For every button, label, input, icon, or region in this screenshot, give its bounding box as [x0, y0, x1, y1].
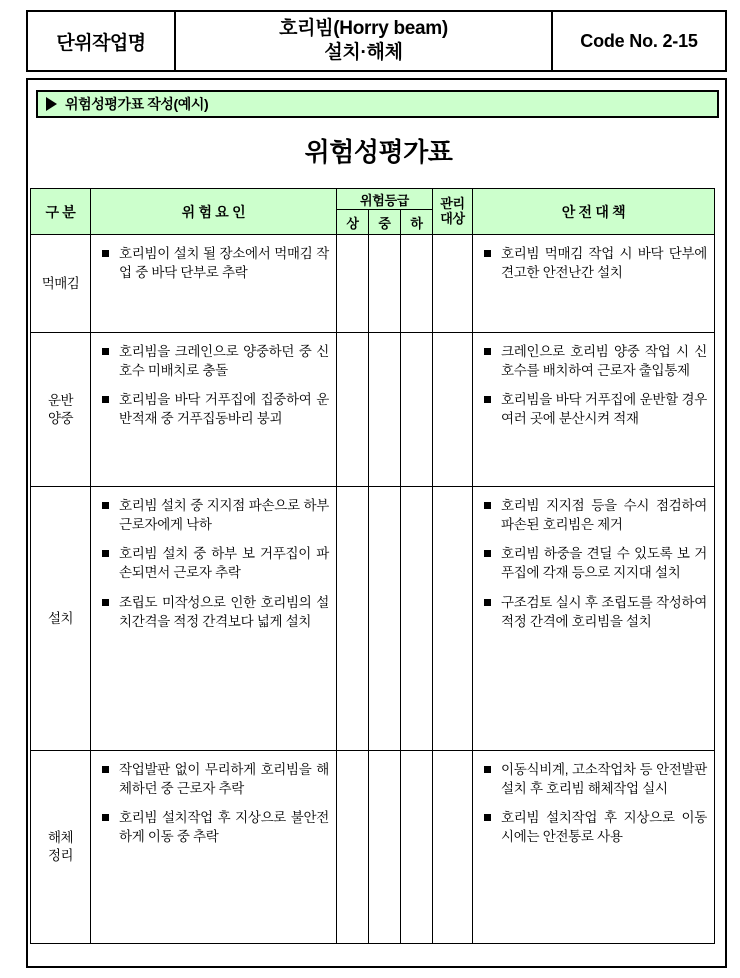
risk-assessment-table	[30, 188, 715, 944]
cell-safety-measures	[473, 333, 715, 487]
col-header-risk-grade: 위험등급	[337, 189, 433, 210]
hazard-item: 조립도 미작성으로 인한 호리빔의 설치간격을 적정 간격보다 넓게 설치	[100, 593, 329, 631]
cell-grade-low[interactable]	[401, 487, 433, 751]
table-body	[31, 235, 715, 944]
cell-grade-high[interactable]	[337, 333, 369, 487]
col-header-grade-mid: 중	[369, 210, 401, 235]
cell-grade-high[interactable]	[337, 751, 369, 944]
hazard-item: 호리빔 설치 중 지지점 파손으로 하부 근로자에게 낙하	[100, 496, 329, 534]
document-header-bar	[26, 10, 727, 72]
cell-grade-low[interactable]	[401, 235, 433, 333]
triangle-right-icon	[46, 97, 57, 111]
management-target-line1: 관리	[440, 196, 465, 212]
category-line: 운반	[47, 392, 74, 408]
table-header	[31, 189, 715, 235]
hazard-list	[91, 235, 336, 291]
cell-management-target[interactable]	[433, 333, 473, 487]
measure-item: 호리빔 하중을 견딜 수 있도록 보 거푸집에 각재 등으로 지지대 설치	[482, 544, 707, 582]
table-row	[31, 487, 715, 751]
cell-safety-measures	[473, 235, 715, 333]
cell-category	[31, 487, 91, 751]
category-line: 먹매김	[41, 275, 80, 291]
cell-category	[31, 333, 91, 487]
cell-grade-mid[interactable]	[369, 333, 401, 487]
unit-work-label: 단위작업명	[28, 12, 176, 70]
hazard-item: 호리빔이 설치 될 장소에서 먹매김 작업 중 바닥 단부로 추락	[100, 244, 329, 282]
hazard-item: 호리빔을 크레인으로 양중하던 중 신호수 미배치로 충돌	[100, 342, 329, 380]
category-line: 설치	[47, 610, 74, 626]
cell-safety-measures	[473, 751, 715, 944]
measure-list	[473, 751, 714, 856]
work-name-cell	[176, 12, 553, 70]
work-name-line2: 설치·해체	[324, 42, 403, 63]
hazard-list	[91, 487, 336, 640]
cell-grade-mid[interactable]	[369, 235, 401, 333]
col-header-hazard: 위 험 요 인	[91, 189, 337, 235]
cell-grade-mid[interactable]	[369, 487, 401, 751]
hazard-list	[91, 751, 336, 856]
col-header-grade-high: 상	[337, 210, 369, 235]
col-header-category: 구 분	[31, 189, 91, 235]
table-row	[31, 751, 715, 944]
cell-grade-low[interactable]	[401, 751, 433, 944]
cell-grade-high[interactable]	[337, 487, 369, 751]
hazard-list	[91, 333, 336, 438]
cell-hazards	[91, 235, 337, 333]
cell-grade-high[interactable]	[337, 235, 369, 333]
measure-item: 호리빔 먹매김 작업 시 바닥 단부에 견고한 안전난간 설치	[482, 244, 707, 282]
table-row	[31, 235, 715, 333]
section-banner	[36, 90, 719, 118]
measure-list	[473, 333, 714, 438]
cell-grade-low[interactable]	[401, 333, 433, 487]
cell-safety-measures	[473, 487, 715, 751]
col-header-management-target	[433, 189, 473, 235]
cell-hazards	[91, 487, 337, 751]
code-number-label: Code No. 2-15	[580, 30, 698, 51]
cell-grade-mid[interactable]	[369, 751, 401, 944]
management-target-line2: 대상	[440, 210, 465, 226]
page-title: 위험성평가표	[304, 137, 453, 167]
cell-management-target[interactable]	[433, 235, 473, 333]
category-line: 해체	[47, 830, 74, 846]
measure-list	[473, 487, 714, 640]
hazard-item: 작업발판 없이 무리하게 호리빔을 해체하던 중 근로자 추락	[100, 760, 329, 798]
cell-hazards	[91, 751, 337, 944]
cell-hazards	[91, 333, 337, 487]
col-header-safety-measures: 안 전 대 책	[473, 189, 715, 235]
hazard-item: 호리빔 설치 중 하부 보 거푸집이 파손되면서 근로자 추락	[100, 544, 329, 582]
measure-item: 구조검토 실시 후 조립도를 작성하여 적정 간격에 호리빔을 설치	[482, 593, 707, 631]
cell-management-target[interactable]	[433, 487, 473, 751]
measure-item: 이동식비계, 고소작업차 등 안전발판 설치 후 호리빔 해체작업 실시	[482, 760, 707, 798]
measure-list	[473, 235, 714, 291]
cell-management-target[interactable]	[433, 751, 473, 944]
category-line: 양중	[47, 410, 74, 426]
col-header-grade-low: 하	[401, 210, 433, 235]
category-line: 정리	[47, 848, 74, 863]
hazard-item: 호리빔 설치작업 후 지상으로 불안전하게 이동 중 추락	[100, 808, 329, 846]
measure-item: 호리빔 설치작업 후 지상으로 이동 시에는 안전통로 사용	[482, 808, 707, 846]
section-banner-label: 위험성평가표 작성(예시)	[65, 96, 209, 112]
cell-category	[31, 751, 91, 944]
work-name-line1: 호리빔(Horry beam)	[279, 18, 448, 40]
cell-category	[31, 235, 91, 333]
table-row	[31, 333, 715, 487]
measure-item: 호리빔을 바닥 거푸집에 운반할 경우 여러 곳에 분산시켜 적재	[482, 390, 707, 428]
hazard-item: 호리빔을 바닥 거푸집에 집중하여 운반적재 중 거푸집동바리 붕괴	[100, 390, 329, 428]
document-body-frame	[26, 78, 727, 968]
measure-item: 호리빔 지지점 등을 수시 점검하여 파손된 호리빔은 제거	[482, 496, 707, 534]
table-header-row-1	[31, 189, 715, 210]
measure-item: 크레인으로 호리빔 양중 작업 시 신호수를 배치하여 근로자 출입통제	[482, 342, 707, 380]
